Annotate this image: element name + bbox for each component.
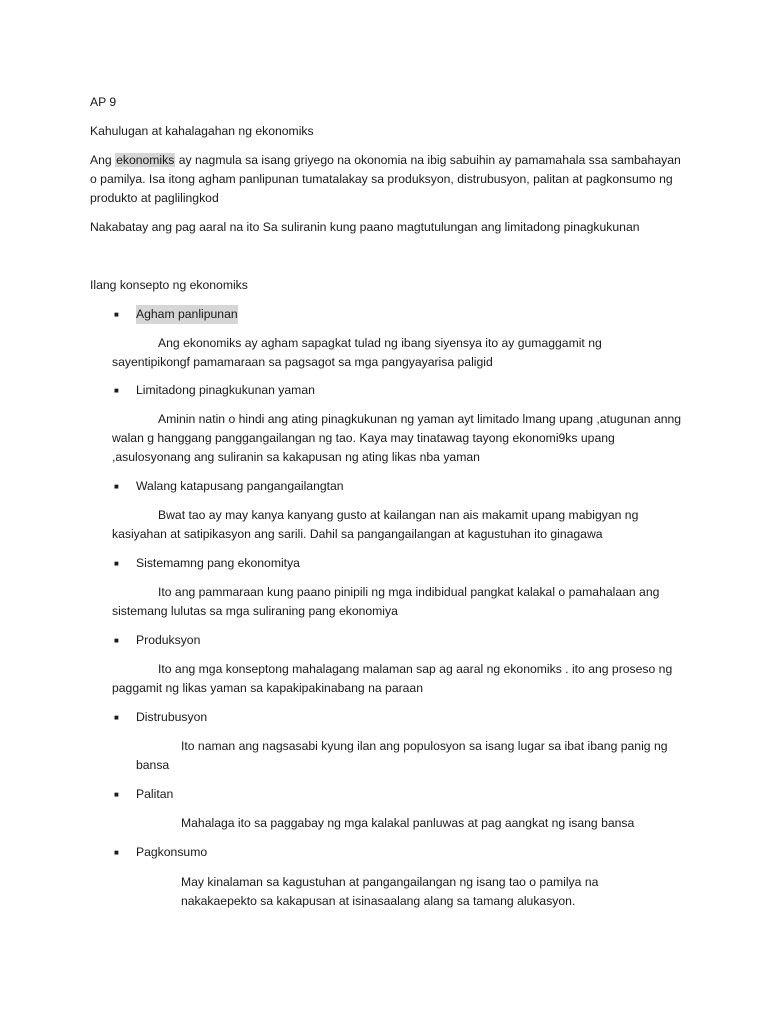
concept-item [114,477,344,496]
concept-label: Limitadong pinagkukunan yaman [136,383,315,397]
bullet-icon: ■ [114,482,119,491]
section-title: Ilang konsepto ng ekonomiks [90,278,248,292]
concept-label: Pagkonsumo [136,845,208,859]
bullet-icon: ■ [114,310,119,319]
intro-paragraph-2: Nakabatay ang pag aaral na ito Sa suliranin kung paano magtutulungan ang limitadong pinagkukunan [90,220,640,234]
intro-text: ay nagmula sa isang griyego na okonomia na ibig sabuihin ay pamamahala ssa sambahayan o pamilya. Isa itong agham panlipunan tumatalakay sa produksyon, distrubusyon, palitan at pagkonsumo ng produkto at paglilingkod [90,153,681,205]
bullet-icon: ■ [114,559,119,568]
concept-label: Palitan [136,787,174,801]
concept-description: Ang ekonomiks ay agham sapagkat tulad ng ibang siyensya ito ay gumaggamit ng sayentipikongf pamamaraan sa pagsagot sa mga pangyayarisa paligid [112,336,602,369]
concept-description: Ito naman ang nagsasabi kyung ilan ang populosyon sa isang lugar sa ibat ibang panig ng bansa [136,739,668,772]
concept-item [114,631,200,650]
subject-code: AP 9 [90,95,117,109]
concept-description: Ito ang mga konseptong mahalagang malaman sap ag aaral ng ekonomiks . ito ang proseso ng paggamit ng likas yaman sa kapakipakinabang na paraan [112,662,673,695]
concept-item [114,785,173,804]
document-title: Kahulugan at kahalagahan ng ekonomiks [90,124,314,138]
concept-label: Walang katapusang pangangailangtan [136,479,344,493]
concept-description: May kinalaman sa kagustuhan at pangangailangan ng isang tao o pamilya na nakakaepekto sa kakapusan at isinasaalang alang sa tamang alukasyon. [181,875,599,908]
concept-description: Mahalaga ito sa paggabay ng mga kalakal panluwas at pag aangkat ng isang bansa [181,816,635,830]
concept-description: Aminin natin o hindi ang ating pinagkukunan ng yaman ayt limitado lmang upang ,atugunan anng walan g hanggang panggangailangan ng tao. Kaya may tinatawag tayong ekonomi9ks upang ,asulosyonang ang suliranin sa kakapusan ng ating likas nba yaman [112,412,682,464]
concept-item [114,708,207,727]
highlighted-term: ekonomiks [116,153,175,167]
bullet-icon: ■ [114,848,119,857]
bullet-icon: ■ [114,790,119,799]
bullet-icon: ■ [114,713,119,722]
concept-label: Sistemamng pang ekonomitya [136,556,300,570]
concept-label: Produksyon [136,633,201,647]
concept-description: Ito ang pammaraan kung paano pinipili ng mga indibidual pangkat kalakal o pamahalaan ang sistemang lulutas sa mga suliraning pang ekonomiya [112,585,660,618]
concept-item [114,554,300,573]
concept-label: Agham panlipunan [136,305,238,324]
bullet-icon: ■ [114,386,119,395]
intro-paragraph-1 [90,151,690,208]
bullet-icon: ■ [114,636,119,645]
intro-word: Ang [90,153,112,167]
concept-item [114,843,207,862]
concept-description: Bwat tao ay may kanya kanyang gusto at kailangan nan ais makamit upang mabigyan ng kasiyahan at satipikasyon ang sarili. Dahil sa pangangailangan at kagustuhan ito ginagawa [112,508,639,541]
concept-item [114,305,238,324]
concept-item [114,381,315,400]
concept-label: Distrubusyon [136,710,208,724]
